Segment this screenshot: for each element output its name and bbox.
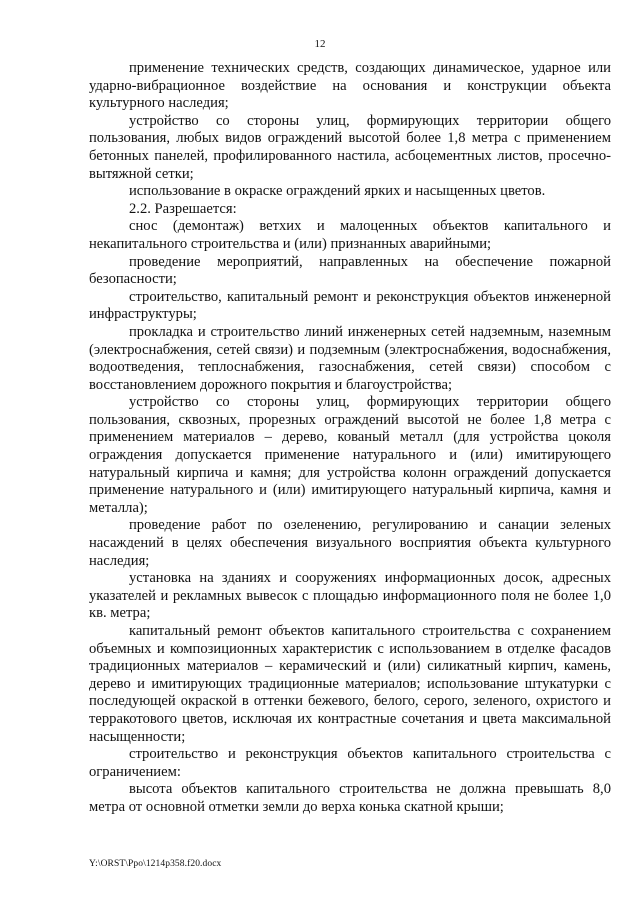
page-number: 12 — [314, 38, 326, 50]
paragraph: использование в окраске ограждений ярких и насыщенных цветов. — [129, 183, 546, 200]
paragraph: снос (демонтаж) ветхих и малоценных объектов капитального и некапитального строительства и (или) признанных аварийными; — [89, 218, 611, 252]
paragraph: установка на зданиях и сооружениях информационных досок, адресных указателей и рекламных вывесок с площадью информационного поля не более 1,0 кв. метра; — [89, 570, 611, 622]
paragraph: проведение работ по озеленению, регулированию и санации зеленых насаждений в целях обеспечения визуального восприятия объекта культурного наследия; — [89, 517, 611, 569]
paragraph: строительство, капитальный ремонт и реконструкция объектов инженерной инфраструктуры; — [89, 288, 611, 323]
paragraph: устройство со стороны улиц, формирующих территории общего пользования, любых видов ограждений высотой более 1,8 метра с применением бетонных панелей, профилированного настила, асбоцементных листов, просечно-вытяжной сетки; — [89, 112, 611, 182]
paragraph: прокладка и строительство линий инженерных сетей надземным, наземным (электроснабжения, сетей связи) и подземным (электроснабжения, водоснабжения, водоотведения, теплоснабжения, газоснабжения, сетей связи) способом с восстановлением дорожного покрытия и благоустройства; — [89, 323, 611, 393]
footer-file-path: Y:\ORST\Ppo\1214p358.f20.docx — [89, 859, 222, 869]
paragraph: строительство и реконструкция объектов капитального строительства с ограничением: — [89, 746, 611, 780]
paragraph: устройство со стороны улиц, формирующих территории общего пользования, сквозных, прорезных ограждений высотой не более 1,8 метра с применением материалов – дерево, кованый металл (для устройства цоколя ограждения допускается применение натурального и (или) имитирующего натуральный кирпича и камня; для устройства колонн ограждений допускается применение натурального и (или) имитирующего натуральный кирпича, камня и металла); — [89, 394, 611, 516]
paragraph: проведение мероприятий, направленных на обеспечение пожарной безопасности; — [89, 253, 611, 288]
paragraph: высота объектов капитального строительства не должна превышать 8,0 метра от основной отметки земли до верха конька скатной крыши; — [89, 781, 611, 815]
document-body — [89, 60, 611, 817]
paragraph: применение технических средств, создающих динамическое, ударное или ударно-вибрационное воздействие на основания и конструкции объекта культурного наследия; — [89, 60, 611, 112]
paragraph: капитальный ремонт объектов капитального строительства с сохранением объемных и композиционных характеристик с использованием в отделке фасадов традиционных материалов – керамический и (или) силикатный кирпич, камень, дерево и имитирующих традиционные материалов; использование штукатурки с последующей окраской в оттенки бежевого, белого, серого, зеленого, охристого и терракотового цветов, исключая их контрастные сочетания и цвета максимальной насыщенности; — [89, 623, 611, 745]
section-heading: 2.2. Разрешается: — [129, 200, 237, 217]
